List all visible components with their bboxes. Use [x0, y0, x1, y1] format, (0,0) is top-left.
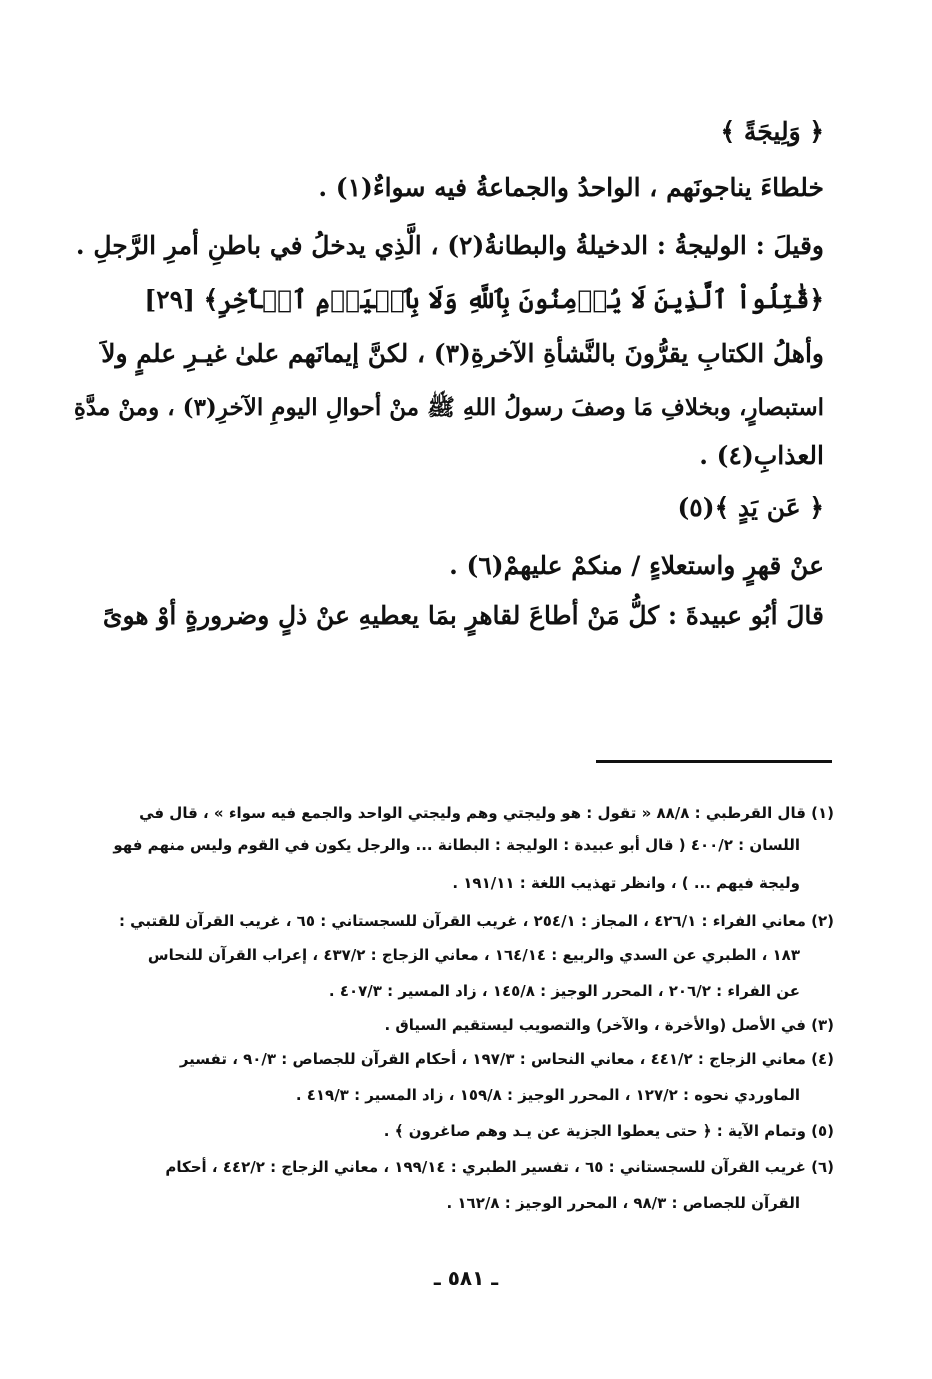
text-line-7: قالَ أبُو عبيدةَ : كلُّ مَنْ أطاعَ لقاهرٍ بمَا يعطيهِ عنْ ذلٍ وضرورةٍ أوْ هوىً	[102, 601, 824, 630]
text-line-4: استبصارٍ، وبخلافِ مَا وصفَ رسولُ اللهِ ﷺ منْ أحوالِ اليومِ الآخرِ(٣) ، ومنْ مدَّةِ	[73, 394, 824, 421]
footnote-6-line-a: (٦) غريب القرآن للسجستاني : ٦٥ ، تفسير الطبري : ١٩٩/١٤ ، معاني الزجاج : ٤٤٢/٢ ، أحكام	[165, 1158, 834, 1176]
footnote-divider	[596, 760, 832, 763]
text-line-5: العذابِ(٤) .	[699, 441, 824, 470]
footnote-2-line-c: عن الفراء : ٢٠٦/٢ ، المحرر الوجيز : ١٤٥/٨ ، زاد المسير : ٤٠٧/٣ .	[328, 982, 800, 1000]
footnote-2-line-a: (٢) معاني الفراء : ٤٢٦/١ ، المجاز : ٢٥٤/١ ، غريب القرآن للسجستاني : ٦٥ ، غريب القرآن للقتبي :	[118, 912, 834, 930]
heading-waliijah: ﴿ وَلِيجَةً ﴾	[720, 117, 824, 146]
footnote-2-line-b: ١٨٣ ، الطبري عن السدي والربيع : ١٦٤/١٤ ، معاني الزجاج : ٤٣٧/٢ ، إعراب القرآن للنحاس	[147, 946, 800, 964]
page-number: ـ ٥٨١ ـ	[433, 1266, 499, 1290]
footnote-3: (٣) في الأصل (والأخرة ، والآخر) والتصويب ليستقيم السياق .	[384, 1016, 834, 1034]
text-line-3: وأهلُ الكتابِ يقرُّونَ بالنَّشأةِ الآخرةِ(٣) ، لكنَّ إيمانَهم علىٰ غيـرِ علمٍ ولاَ	[101, 339, 824, 368]
footnote-5: (٥) وتمام الآية : ﴿ حتى يعطوا الجزية عن يـد وهم صاغرون ﴾ .	[383, 1122, 834, 1140]
text-line-6: عنْ قهرٍ واستعلاءٍ / منكمْ عليهمْ(٦) .	[449, 551, 824, 580]
footnote-4-line-a: (٤) معاني الزجاج : ٤٤١/٢ ، معاني النحاس : ١٩٧/٣ ، أحكام القرآن للجصاص : ٩٠/٣ ، تفسير	[179, 1050, 834, 1068]
text-line-2: وقيلَ : الوليجةُ : الدخيلةُ والبطانةُ(٢) ، الَّذِي يدخلُ في باطنِ أمرِ الرَّجلِ .	[75, 231, 824, 260]
footnote-4-line-b: الماوردي نحوه : ١٢٧/٢ ، المحرر الوجيز : ١٥٩/٨ ، زاد المسير : ٤١٩/٣ .	[295, 1086, 800, 1104]
footnote-1-line-b: اللسان : ٤٠٠/٢ ( قال أبو عبيدة : الوليجة : البطانة ... والرجل يكون في القوم وليس منهم فهو	[113, 836, 800, 854]
verse-29: ﴿قَٰتِلُواْ ٱلَّذِينَ لَا يُؤۡمِنُونَ بِٱللَّهِ وَلَا بِٱلۡيَوۡمِ ٱلۡأٓخِرِ﴾ [٢٩]	[144, 285, 824, 314]
footnote-1-line-c: وليجة فيهم ... ) ، وانظر تهذيب اللغة : ١٩١/١١ .	[452, 874, 800, 892]
footnote-1-line-a: (١) قال القرطبي : ٨٨/٨ « تقول : هو وليجتي وهم وليجتي الواحد والجمع فيه سواء » ، قال في	[139, 804, 834, 822]
heading-an-yad: ﴿ عَن يَدٍ ﴾(٥)	[677, 493, 824, 522]
footnote-6-line-b: القرآن للجصاص : ٩٨/٣ ، المحرر الوجيز : ١٦٢/٨ .	[446, 1194, 800, 1212]
text-line-1: خلطاءَ يناجونَهم ، الواحدُ والجماعةُ فيه سواءٌ(١) .	[318, 173, 824, 202]
